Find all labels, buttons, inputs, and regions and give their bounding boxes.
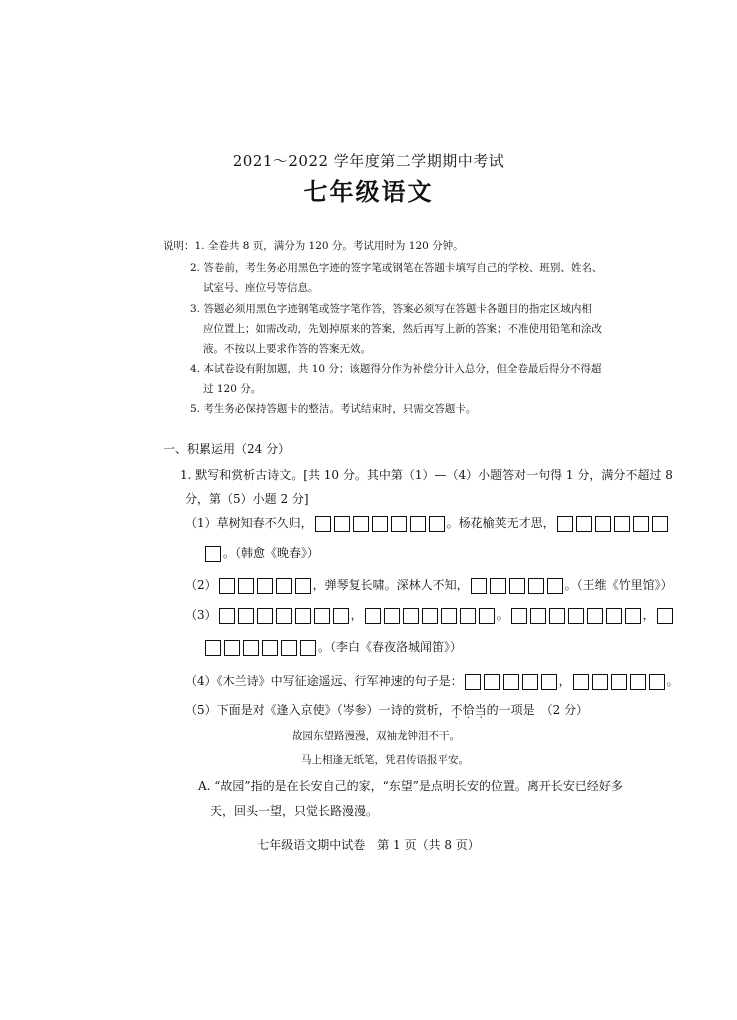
answer-box[interactable]: [281, 640, 297, 656]
answer-box[interactable]: [573, 674, 589, 690]
answer-box[interactable]: [243, 640, 259, 656]
answer-box[interactable]: [334, 516, 350, 532]
period: 。: [666, 674, 679, 688]
answer-box[interactable]: [262, 640, 278, 656]
answer-box[interactable]: [460, 608, 476, 624]
answer-box[interactable]: [205, 546, 221, 562]
answer-box[interactable]: [276, 608, 292, 624]
answer-box[interactable]: [372, 516, 388, 532]
answer-boxes[interactable]: [511, 608, 641, 624]
answer-box[interactable]: [391, 516, 407, 532]
answer-boxes[interactable]: [219, 608, 349, 624]
answer-box[interactable]: [625, 608, 641, 624]
instruction-line: 5. 考生务必保持答题卡的整洁。考试结束时，只需交答题卡。: [190, 403, 477, 415]
prompt-text: 。杨花榆荚无才思，: [446, 516, 555, 530]
source-text: 。（李白《春夜洛城闻笛》）: [318, 640, 463, 654]
source-text: 。（韩愈《晚春》）: [223, 546, 320, 560]
question-1-3-cont: [203, 638, 462, 656]
source-text: 。（王维《竹里馆》）: [564, 578, 673, 592]
answer-boxes[interactable]: [657, 608, 673, 624]
answer-box[interactable]: [649, 674, 665, 690]
instruction-line: 试室号、座位号等信息。: [203, 282, 319, 294]
option-a-line: A. “故园”指的是在长安自己的家，“东望”是点明长安的位置。离开长安已经好多: [198, 779, 623, 793]
answer-boxes[interactable]: [365, 608, 495, 624]
option-a-line: 天，回头一望，只觉长路漫漫。: [210, 804, 379, 818]
answer-box[interactable]: [557, 516, 573, 532]
prompt-text: （4）《木兰诗》中写征途遥远、行军神速的句子是：: [185, 674, 463, 688]
answer-box[interactable]: [429, 516, 445, 532]
answer-box[interactable]: [441, 608, 457, 624]
answer-box[interactable]: [315, 516, 331, 532]
answer-box[interactable]: [257, 608, 273, 624]
poem-line: 马上相逢无纸笔，凭君传语报平安。: [301, 754, 469, 766]
instruction-line: 说明：1. 全卷共 8 页，满分为 120 分。考试用时为 120 分钟。: [163, 240, 464, 252]
answer-box[interactable]: [541, 674, 557, 690]
question-1-4: [185, 672, 679, 690]
answer-box[interactable]: [276, 578, 292, 594]
answer-boxes[interactable]: [465, 674, 557, 690]
answer-box[interactable]: [410, 516, 426, 532]
question-1-line: 分，第（5）小题 2 分]: [185, 492, 309, 506]
answer-box[interactable]: [484, 674, 500, 690]
answer-box[interactable]: [479, 608, 495, 624]
comma: ，: [558, 674, 571, 688]
subject-title: 七年级语文: [303, 177, 434, 206]
answer-box[interactable]: [465, 674, 481, 690]
answer-box[interactable]: [568, 608, 584, 624]
answer-box[interactable]: [652, 516, 668, 532]
answer-box[interactable]: [403, 608, 419, 624]
answer-box[interactable]: [295, 578, 311, 594]
answer-box[interactable]: [384, 608, 400, 624]
answer-box[interactable]: [205, 640, 221, 656]
poem-line: 故园东望路漫漫，双袖龙钟泪不干。: [292, 730, 460, 742]
comma: ，: [642, 608, 655, 622]
answer-box[interactable]: [611, 674, 627, 690]
answer-box[interactable]: [238, 608, 254, 624]
answer-box[interactable]: [295, 608, 311, 624]
prompt-text: （5）下面是对《逢入京使》（岑参）一诗的赏析，: [185, 703, 451, 717]
answer-boxes[interactable]: [573, 674, 665, 690]
answer-box[interactable]: [314, 608, 330, 624]
answer-box[interactable]: [300, 640, 316, 656]
instruction-line: 3. 答题必须用黑色字迹钢笔或签字笔作答，答案必须写在答题卡各题目的指定区域内相: [190, 303, 592, 315]
answer-box[interactable]: [606, 608, 622, 624]
answer-box[interactable]: [587, 608, 603, 624]
answer-box[interactable]: [422, 608, 438, 624]
exam-year-title: 2021～2022 学年度第二学期期中考试: [232, 152, 505, 170]
answer-box[interactable]: [595, 516, 611, 532]
question-1-3: [185, 606, 675, 624]
comma: ，: [350, 608, 363, 622]
answer-box[interactable]: [592, 674, 608, 690]
answer-box[interactable]: [633, 516, 649, 532]
answer-box[interactable]: [547, 578, 563, 594]
instruction-line: 应位置上；如需改动，先划掉原来的答案，然后再写上新的答案；不准使用铅笔和涂改: [203, 323, 602, 335]
period: 。: [496, 608, 509, 622]
instruction-line: 液。不按以上要求作答的答案无效。: [203, 343, 371, 355]
section-heading: 一、积累运用（24 分）: [163, 442, 291, 456]
answer-boxes[interactable]: [205, 546, 221, 562]
prompt-text: （1）草树知春不久归，: [185, 516, 313, 530]
question-1-1-cont: [203, 544, 319, 562]
answer-box[interactable]: [522, 674, 538, 690]
question-1-line: 1. 默写和赏析古诗文。[共 10 分。其中第（1）—（4）小题答对一句得 1 分，满分不超过 8: [180, 468, 673, 482]
answer-box[interactable]: [630, 674, 646, 690]
instruction-line: 过 120 分。: [203, 383, 262, 395]
answer-box[interactable]: [614, 516, 630, 532]
answer-box[interactable]: [471, 578, 487, 594]
answer-box[interactable]: [219, 578, 235, 594]
answer-box[interactable]: [224, 640, 240, 656]
prompt-text: 的一项是 （2 分）: [486, 703, 589, 717]
answer-box[interactable]: [549, 608, 565, 624]
answer-boxes[interactable]: [315, 516, 445, 532]
answer-box[interactable]: [490, 578, 506, 594]
page-footer: 七年级语文期中试卷 第 1 页（共 8 页）: [257, 838, 480, 852]
answer-box[interactable]: [353, 516, 369, 532]
answer-box[interactable]: [365, 608, 381, 624]
answer-boxes[interactable]: [219, 578, 311, 594]
answer-box[interactable]: [503, 674, 519, 690]
answer-box[interactable]: [219, 608, 235, 624]
question-1-5: [185, 701, 588, 718]
answer-box[interactable]: [333, 608, 349, 624]
prompt-text: （2）: [185, 578, 217, 592]
prompt-text: （3）: [185, 608, 217, 622]
answer-box[interactable]: [528, 578, 544, 594]
answer-boxes[interactable]: [557, 516, 668, 532]
answer-box[interactable]: [530, 608, 546, 624]
instruction-line: 4. 本试卷设有附加题，共 10 分；该题得分作为补偿分计入总分，但全卷最后得分不得超: [190, 363, 602, 375]
answer-boxes[interactable]: [471, 578, 563, 594]
answer-box[interactable]: [576, 516, 592, 532]
answer-box[interactable]: [657, 608, 673, 624]
instruction-line: 2. 答卷前，考生务必用黑色字迹的签字笔或钢笔在答题卡填写自己的学校、班别、姓名、: [190, 262, 603, 274]
prompt-text: ，弹琴复长啸。深林人不知，: [312, 578, 469, 592]
answer-box[interactable]: [509, 578, 525, 594]
answer-box[interactable]: [257, 578, 273, 594]
emphasis-text: • • • 不恰当: [451, 703, 487, 717]
answer-box[interactable]: [511, 608, 527, 624]
question-1-2: [185, 576, 673, 594]
question-1-1: [185, 514, 670, 532]
answer-box[interactable]: [238, 578, 254, 594]
answer-boxes[interactable]: [205, 640, 316, 656]
